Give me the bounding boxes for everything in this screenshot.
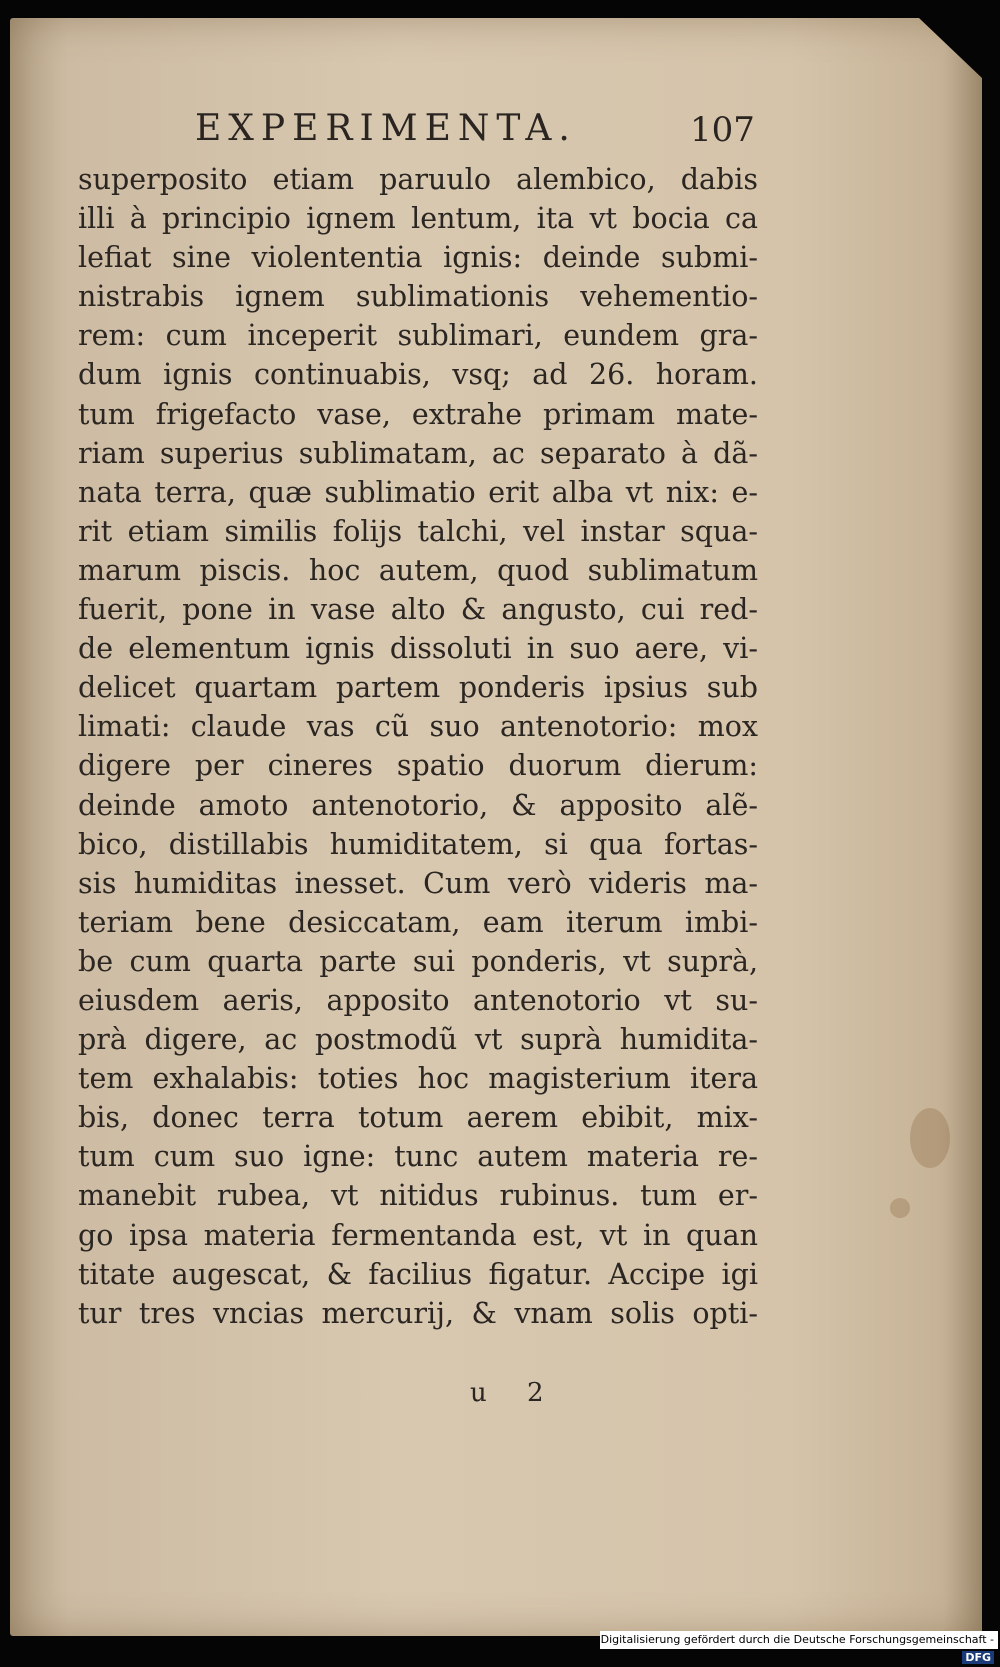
text-line: illi à principio ignem lentum, ita vt bocia ca [78,202,758,236]
text-line: superposito etiam paruulo alembico, dabis [78,163,758,196]
text-line: deinde amoto antenotorio, & apposito alẽ- [78,788,758,822]
text-line: sis humiditas inesset. Cum verò videris ma- [78,866,758,900]
text-line: tum frigefacto vase, extrahe primam mate- [78,397,758,431]
text-line: titate augescat, & facilius figatur. Accipe igi [78,1257,758,1291]
page-stain [910,1108,950,1168]
text-line: be cum quarta parte sui ponderis, vt suprà, [78,944,758,978]
text-line: teriam bene desiccatam, eam iterum imbi- [78,905,758,939]
text-line: delicet quartam partem ponderis ipsius sub [78,671,758,705]
text-line: nistrabis ignem sublimationis vehementio- [78,280,758,314]
page-header [0,108,1000,158]
text-line: rit etiam similis folijs talchi, vel instar squa- [78,514,758,548]
text-line: marum piscis. hoc autem, quod sublimatum [78,553,758,587]
running-title: EXPERIMENTA. [195,108,577,149]
text-line: tum cum suo igne: tunc autem materia re- [78,1140,758,1174]
text-line: eiusdem aeris, apposito antenotorio vt su- [78,983,758,1017]
text-line: dum ignis continuabis, vsq; ad 26. horam. [78,358,758,392]
text-line: digere per cineres spatio duorum dierum: [78,749,758,783]
text-line: limati: claude vas cũ suo antenotorio: mox [78,710,758,744]
signature-mark: u 2 [470,1378,560,1408]
text-line: bis, donec terra totum aerem ebibit, mix- [78,1101,758,1135]
text-line: prà digere, ac postmodũ vt suprà humidita- [78,1023,758,1057]
text-line: tem exhalabis: toties hoc magisterium itera [78,1062,758,1096]
body-text [78,160,758,1333]
text-line: lefiat sine violententia ignis: deinde submi- [78,241,758,275]
text-line: rem: cum inceperit sublimari, eundem gra- [78,319,758,353]
dfg-logo: DFG [962,1651,994,1664]
text-line: tur tres vncias mercurij, & vnam solis opti- [78,1296,758,1330]
text-line: fuerit, pone in vase alto & angusto, cui red- [78,593,758,627]
digitization-footer [600,1631,998,1664]
text-line: bico, distillabis humiditatem, si qua fortas- [78,827,758,861]
page-stain [890,1198,910,1218]
footer-credit: Digitalisierung gefördert durch die Deutsche Forschungsgemeinschaft - [600,1633,994,1646]
text-line: de elementum ignis dissoluti in suo aere, vi- [78,632,758,666]
text-line: manebit rubea, vt nitidus rubinus. tum er- [78,1179,758,1213]
page-number: 107 [690,110,755,150]
text-line: nata terra, quæ sublimatio erit alba vt nix: e- [78,475,758,509]
text-line: riam superius sublimatam, ac separato à dã- [78,436,758,470]
text-line: go ipsa materia fermentanda est, vt in quan [78,1218,758,1252]
